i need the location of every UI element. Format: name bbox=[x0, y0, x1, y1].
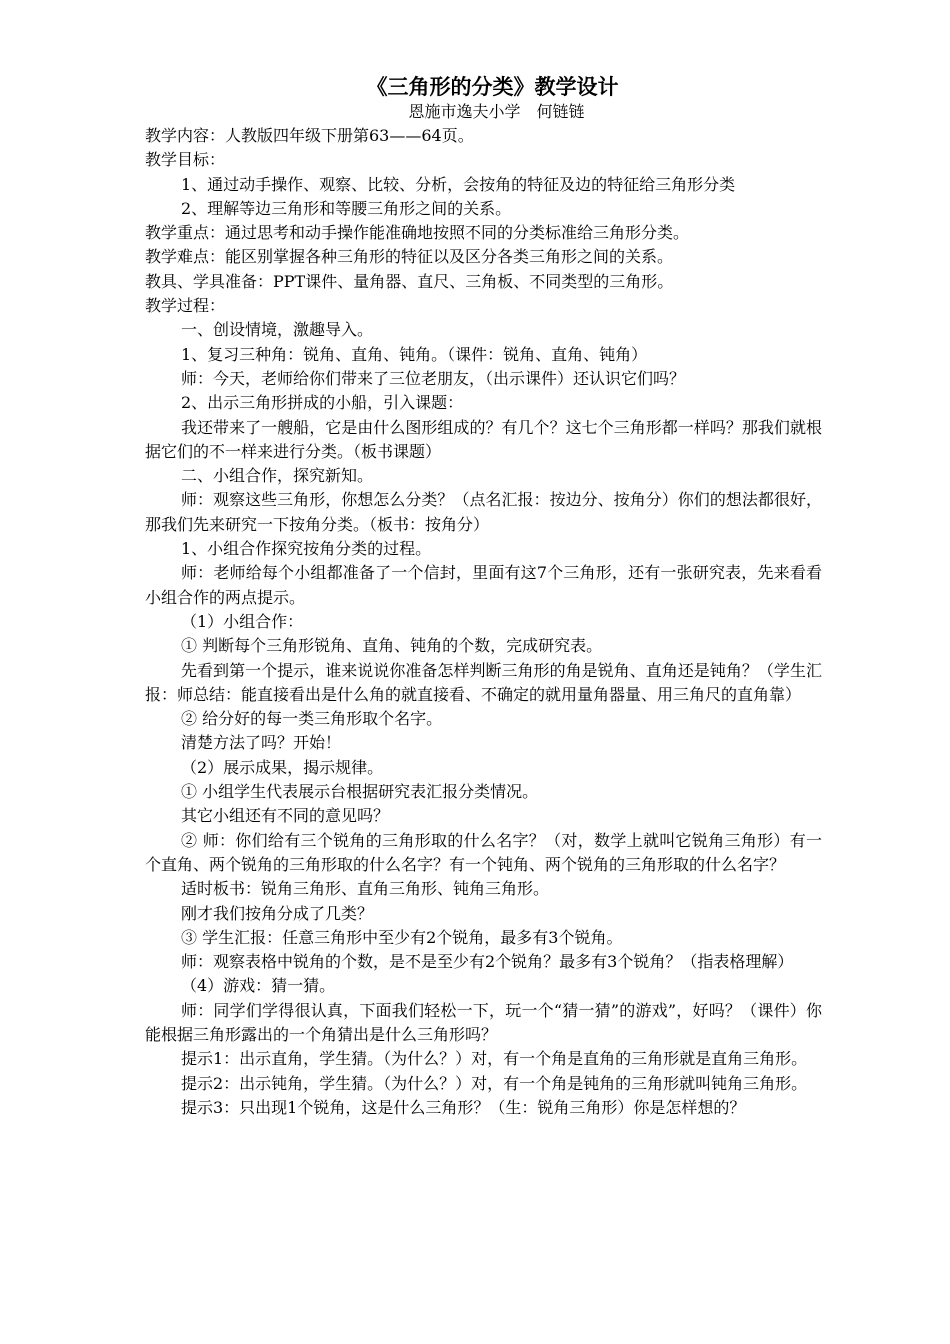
paragraph: 教学重点：通过思考和动手操作能准确地按照不同的分类标准给三角形分类。 bbox=[145, 223, 690, 243]
paragraph: 师：今天，老师给你们带来了三位老朋友，（出示课件）还认识它们吗？ bbox=[181, 368, 686, 388]
paragraph: 其它小组还有不同的意见吗？ bbox=[181, 806, 390, 826]
paragraph: 二、小组合作，探究新知。 bbox=[181, 466, 374, 486]
paragraph: （1）小组合作： bbox=[181, 611, 304, 631]
paragraph: 教学难点：能区别掌握各种三角形的特征以及区分各类三角形之间的关系。 bbox=[145, 247, 674, 267]
paragraph: 适时板书：锐角三角形、直角三角形、钝角三角形。 bbox=[181, 879, 550, 899]
document-title: 《三角形的分类》教学设计 bbox=[366, 74, 619, 99]
paragraph: 2、理解等边三角形和等腰三角形之间的关系。 bbox=[181, 198, 512, 218]
paragraph: ① 小组学生代表展示台根据研究表汇报分类情况。 bbox=[181, 782, 539, 802]
paragraph: 先看到第一个提示，谁来说说你准备怎样判断三角形的角是锐角、直角还是钝角？（学生汇报：师总结：能直接看出是什么角的就直接看、不确定的就用量角器量、用三角尺的直角靠） bbox=[145, 660, 822, 704]
paragraph: 师：同学们学得很认真，下面我们轻松一下，玩一个“猜一猜”的游戏”，好吗？（课件）你能根据三角形露出的一个角猜出是什么三角形吗？ bbox=[145, 1000, 822, 1044]
paragraph: ② 给分好的每一类三角形取个名字。 bbox=[181, 709, 443, 729]
paragraph: 一、创设情境，激趣导入。 bbox=[181, 320, 374, 340]
paragraph: 刚才我们按角分成了几类？ bbox=[181, 903, 374, 923]
paragraph: 教学内容：人教版四年级下册第63——64页。 bbox=[145, 126, 474, 145]
paragraph: 1、小组合作探究按角分类的过程。 bbox=[181, 539, 432, 559]
paragraph: （2）展示成果，揭示规律。 bbox=[181, 757, 384, 777]
paragraph: 清楚方法了吗？开始！ bbox=[181, 733, 342, 753]
paragraph: 提示2：出示钝角，学生猜。（为什么？）对，有一个角是钝角的三角形就叫钝角三角形。 bbox=[181, 1073, 808, 1093]
paragraph: 师：观察表格中锐角的个数，是不是至少有2个锐角？最多有3个锐角？（指表格理解） bbox=[181, 952, 794, 972]
document-body bbox=[145, 124, 822, 1120]
paragraph: ① 判断每个三角形锐角、直角、钝角的个数，完成研究表。 bbox=[181, 636, 603, 656]
paragraph: 2、出示三角形拼成的小船，引入课题： bbox=[181, 393, 464, 413]
paragraph: 教学过程： bbox=[145, 296, 226, 316]
document-author: 恩施市逸夫小学 何链链 bbox=[408, 102, 585, 121]
paragraph: 1、通过动手操作、观察、比较、分析，会按角的特征及边的特征给三角形分类 bbox=[181, 174, 736, 194]
paragraph: ② 师：你们给有三个锐角的三角形取的什么名字？（对，数学上就叫它锐角三角形）有一个直角、两个锐角的三角形取的什么名字？有一个钝角、两个锐角的三角形取的什么名字？ bbox=[145, 830, 822, 874]
paragraph: ③ 学生汇报：任意三角形中至少有2个锐角，最多有3个锐角。 bbox=[181, 927, 623, 947]
paragraph: 提示1：出示直角，学生猜。（为什么？）对，有一个角是直角的三角形就是直角三角形。 bbox=[181, 1049, 808, 1069]
paragraph: 教具、学具准备：PPT课件、量角器、直尺、三角板、不同类型的三角形。 bbox=[145, 271, 674, 291]
paragraph: 1、复习三种角：锐角、直角、钝角。（课件：锐角、直角、钝角） bbox=[181, 344, 648, 364]
paragraph: 我还带来了一艘船，它是由什么图形组成的？有几个？这七个三角形都一样吗？那我们就根据它们的不一样来进行分类。（板书课题） bbox=[145, 417, 822, 461]
paragraph: 师：老师给每个小组都准备了一个信封，里面有这7个三角形，还有一张研究表，先来看看小组合作的两点提示。 bbox=[145, 563, 822, 607]
paragraph: 师：观察这些三角形，你想怎么分类？（点名汇报：按边分、按角分）你们的想法都很好，那我们先来研究一下按角分类。（板书：按角分） bbox=[145, 490, 822, 534]
paragraph: 提示3：只出现1个锐角，这是什么三角形？（生：锐角三角形）你是怎样想的？ bbox=[181, 1097, 746, 1117]
paragraph: 教学目标： bbox=[145, 150, 226, 170]
paragraph: （4）游戏：猜一猜。 bbox=[181, 976, 336, 996]
